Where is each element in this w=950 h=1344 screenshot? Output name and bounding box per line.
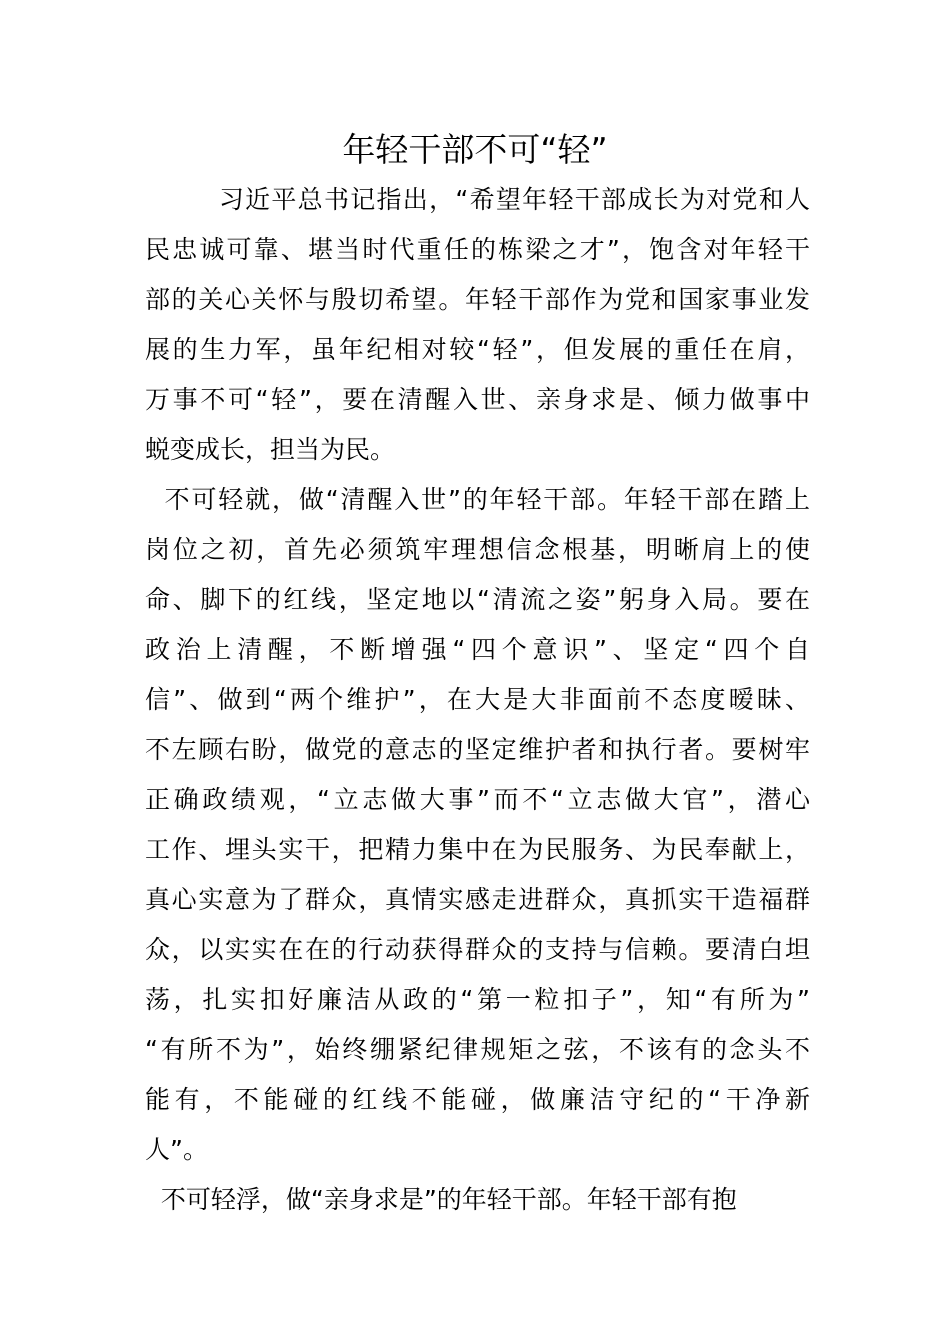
text-line: 习近平总书记指出，“希望年轻干部成长为对党和人 [145,185,810,214]
text-line: 部的关心关怀与殷切希望。年轻干部作为党和国家事业发 [145,285,810,314]
text-line: 正确政绩观，“立志做大事”而不“立志做大官”，潜心 [145,785,810,814]
text-line: 荡，扎实扣好廉洁从政的“第一粒扣子”，知“有所为” [145,985,810,1014]
text-line: 命、脚下的红线，坚定地以“清流之姿”躬身入局。要在 [145,585,810,614]
text-line: 信”、做到“两个维护”，在大是大非面前不态度暧昧、 [145,685,810,714]
text-line: 众，以实实在在的行动获得群众的支持与信赖。要清白坦 [145,935,810,964]
text-line: 人”。 [145,1135,208,1164]
text-line: 不可轻就，做“清醒入世”的年轻干部。年轻干部在踏上 [145,485,810,514]
text-line: 政治上清醒，不断增强“四个意识”、坚定“四个自 [145,635,810,664]
text-line: “有所不为”，始终绷紧纪律规矩之弦，不该有的念头不 [145,1035,810,1064]
text-line: 民忠诚可靠、堪当时代重任的栋梁之才”，饱含对年轻干 [145,235,810,264]
text-line: 展的生力军，虽年纪相对较“轻”，但发展的重任在肩， [145,335,810,364]
text-line: 不可轻浮，做“亲身求是”的年轻干部。年轻干部有抱 [145,1185,737,1214]
text-line: 蜕变成长，担当为民。 [145,435,396,464]
text-line: 工作、埋头实干，把精力集中在为民服务、为民奉献上， [145,835,810,864]
text-line: 能有，不能碰的红线不能碰，做廉洁守纪的“干净新 [145,1085,810,1114]
text-line: 不左顾右盼，做党的意志的坚定维护者和执行者。要树牢 [145,735,810,764]
document-title: 年轻干部不可“轻” [342,130,608,169]
text-line: 万事不可“轻”，要在清醒入世、亲身求是、倾力做事中 [145,385,810,414]
document-body [145,175,810,1225]
text-line: 岗位之初，首先必须筑牢理想信念根基，明晰肩上的使 [145,535,810,564]
text-line: 真心实意为了群众，真情实感走进群众，真抓实干造福群 [145,885,810,914]
